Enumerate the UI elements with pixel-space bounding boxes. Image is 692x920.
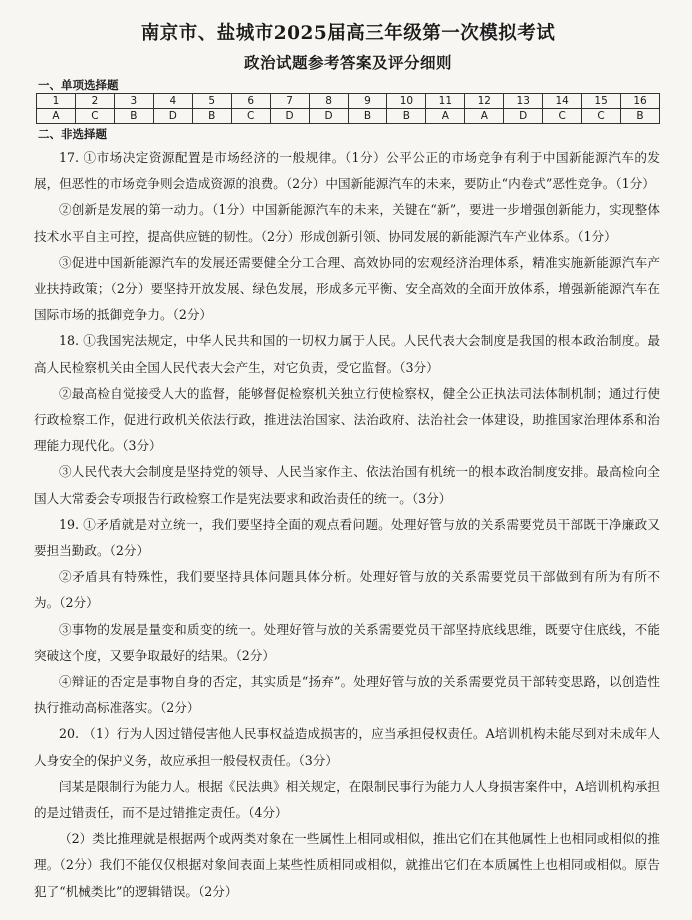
answer-table-answer-row: [37, 109, 660, 124]
question-number: 9: [348, 94, 387, 109]
answer-cell: C: [582, 109, 621, 124]
question-number: 7: [270, 94, 309, 109]
answer-paragraph-19-3: ③事物的发展是量变和质变的统一。处理好管与放的关系需要党员干部坚持底线思维，既要守住底线，不能突破这个度，又要争取最好的结果。（2分）: [34, 621, 660, 663]
question-number: 3: [114, 94, 153, 109]
question-number: 11: [426, 94, 465, 109]
question-number: 4: [153, 94, 192, 109]
question-number: 14: [543, 94, 582, 109]
question-number: 12: [465, 94, 504, 109]
answer-cell: B: [387, 109, 426, 124]
question-number: 6: [231, 94, 270, 109]
answer-cell: B: [114, 109, 153, 124]
answer-cell: D: [270, 109, 309, 124]
answer-cell: A: [426, 109, 465, 124]
answer-cell: A: [465, 109, 504, 124]
answer-cell: A: [37, 109, 76, 124]
document-title: 南京市、盐城市2025届高三年级第一次模拟考试: [140, 23, 556, 44]
question-number: 2: [75, 94, 114, 109]
answer-cell: B: [348, 109, 387, 124]
answer-table-number-row: [37, 94, 660, 109]
answer-cell: D: [309, 109, 348, 124]
answer-paragraph-20-2: 闫某是限制行为能力人。根据《民法典》相关规定，在限制民事行为能力人人身损害案件中，A培训机构承担的是过错责任，而不是过错推定责任。（4分）: [34, 778, 661, 821]
answer-paragraph-20-1: 20. （1）行为人因过错侵害他人民事权益造成损害的，应当承担侵权责任。A培训机构未能尽到对未成年人人身安全的保护义务，故应承担一般侵权责任。（3分）: [34, 726, 660, 768]
answer-cell: B: [621, 109, 660, 124]
question-number: 15: [582, 94, 621, 109]
answer-content: [34, 145, 662, 905]
answer-cell: D: [153, 109, 192, 124]
section-1-heading: 一、单项选择题: [38, 78, 119, 92]
answer-paragraph-18-2: ②最高检自觉接受人大的监督，能够督促检察机关独立行使检察权，健全公正执法司法体制机制；通过行使行政检察工作，促进行政机关依法行政，推进法治国家、法治政府、法治社会一体建设，助推国家治理体系和治理能力现代化。（3分）: [34, 385, 660, 454]
answer-cell: D: [504, 109, 543, 124]
question-number: 5: [192, 94, 231, 109]
question-number: 13: [504, 94, 543, 109]
answer-cell: B: [192, 109, 231, 124]
answer-paragraph-17-3: ③促进中国新能源汽车的发展还需要健全分工合理、高效协同的宏观经济治理体系，精准实施新能源汽车产业扶持政策；（2分）要坚持开放发展、绿色发展，形成多元平衡、安全高效的全面开放体系，增强新能源汽车在国际市场的抵御竞争力。（2分）: [34, 254, 660, 323]
answer-paragraph-18-1: 18. ①我国宪法规定，中华人民共和国的一切权力属于人民。人民代表大会制度是我国的根本政治制度。最高人民检察机关由全国人民代表大会产生，对它负责，受它监督。（3分）: [34, 333, 660, 375]
answer-paragraph-17-1: 17. ①市场决定资源配置是市场经济的一般规律。（1分）公平公正的市场竞争有利于中国新能源汽车的发展，但恶性的市场竞争则会造成资源的浪费。（2分）中国新能源汽车的未来，要防止“内卷式”恶性竞争。（1分）: [34, 150, 660, 192]
answer-paragraph-17-2: ②创新是发展的第一动力。（1分）中国新能源汽车的未来，关键在“新”，要进一步增强创新能力，实现整体技术水平自主可控，提高供应链的韧性。（2分）形成创新引领、协同发展的新能源汽车产业体系。（1分）: [34, 202, 660, 244]
document-subtitle: 政治试题参考答案及评分细则: [243, 53, 452, 72]
answer-paragraph-20-3: （2）类比推理就是根据两个或两类对象在一些属性上相同或相似，推出它们在其他属性上也相同或相似的推理。（2分）我们不能仅仅根据对象间表面上某些性质相同或相似，就推出它们在本质属性上也相同或相似。原告犯了“机械类比”的逻辑错误。（2分）: [34, 831, 660, 899]
answer-cell: C: [231, 109, 270, 124]
question-number: 8: [309, 94, 348, 109]
answer-table: [36, 93, 660, 124]
answer-paragraph-18-3: ③人民代表大会制度是坚持党的领导、人民当家作主、依法治国有机统一的根本政治制度安排。最高检向全国人大常委会专项报告行政检察工作是宪法要求和政治责任的统一。（3分）: [34, 464, 660, 506]
question-number: 16: [621, 94, 660, 109]
question-number: 10: [387, 94, 426, 109]
answer-paragraph-19-4: ④辩证的否定是事物自身的否定，其实质是“扬弃”。处理好管与放的关系需要党员干部转变思路，以创造性执行推动高标准落实。（2分）: [34, 674, 660, 716]
answer-paragraph-19-2: ②矛盾具有特殊性，我们要坚持具体问题具体分析。处理好管与放的关系需要党员干部做到有所为有所不为。（2分）: [34, 569, 660, 611]
answer-cell: C: [543, 109, 582, 124]
answer-cell: C: [75, 109, 114, 124]
question-number: 1: [37, 94, 76, 109]
answer-paragraph-19-1: 19. ①矛盾就是对立统一，我们要坚持全面的观点看问题。处理好管与放的关系需要党员干部既干净廉政又要担当勤政。（2分）: [34, 516, 660, 559]
section-2-heading: 二、非选择题: [38, 127, 107, 141]
